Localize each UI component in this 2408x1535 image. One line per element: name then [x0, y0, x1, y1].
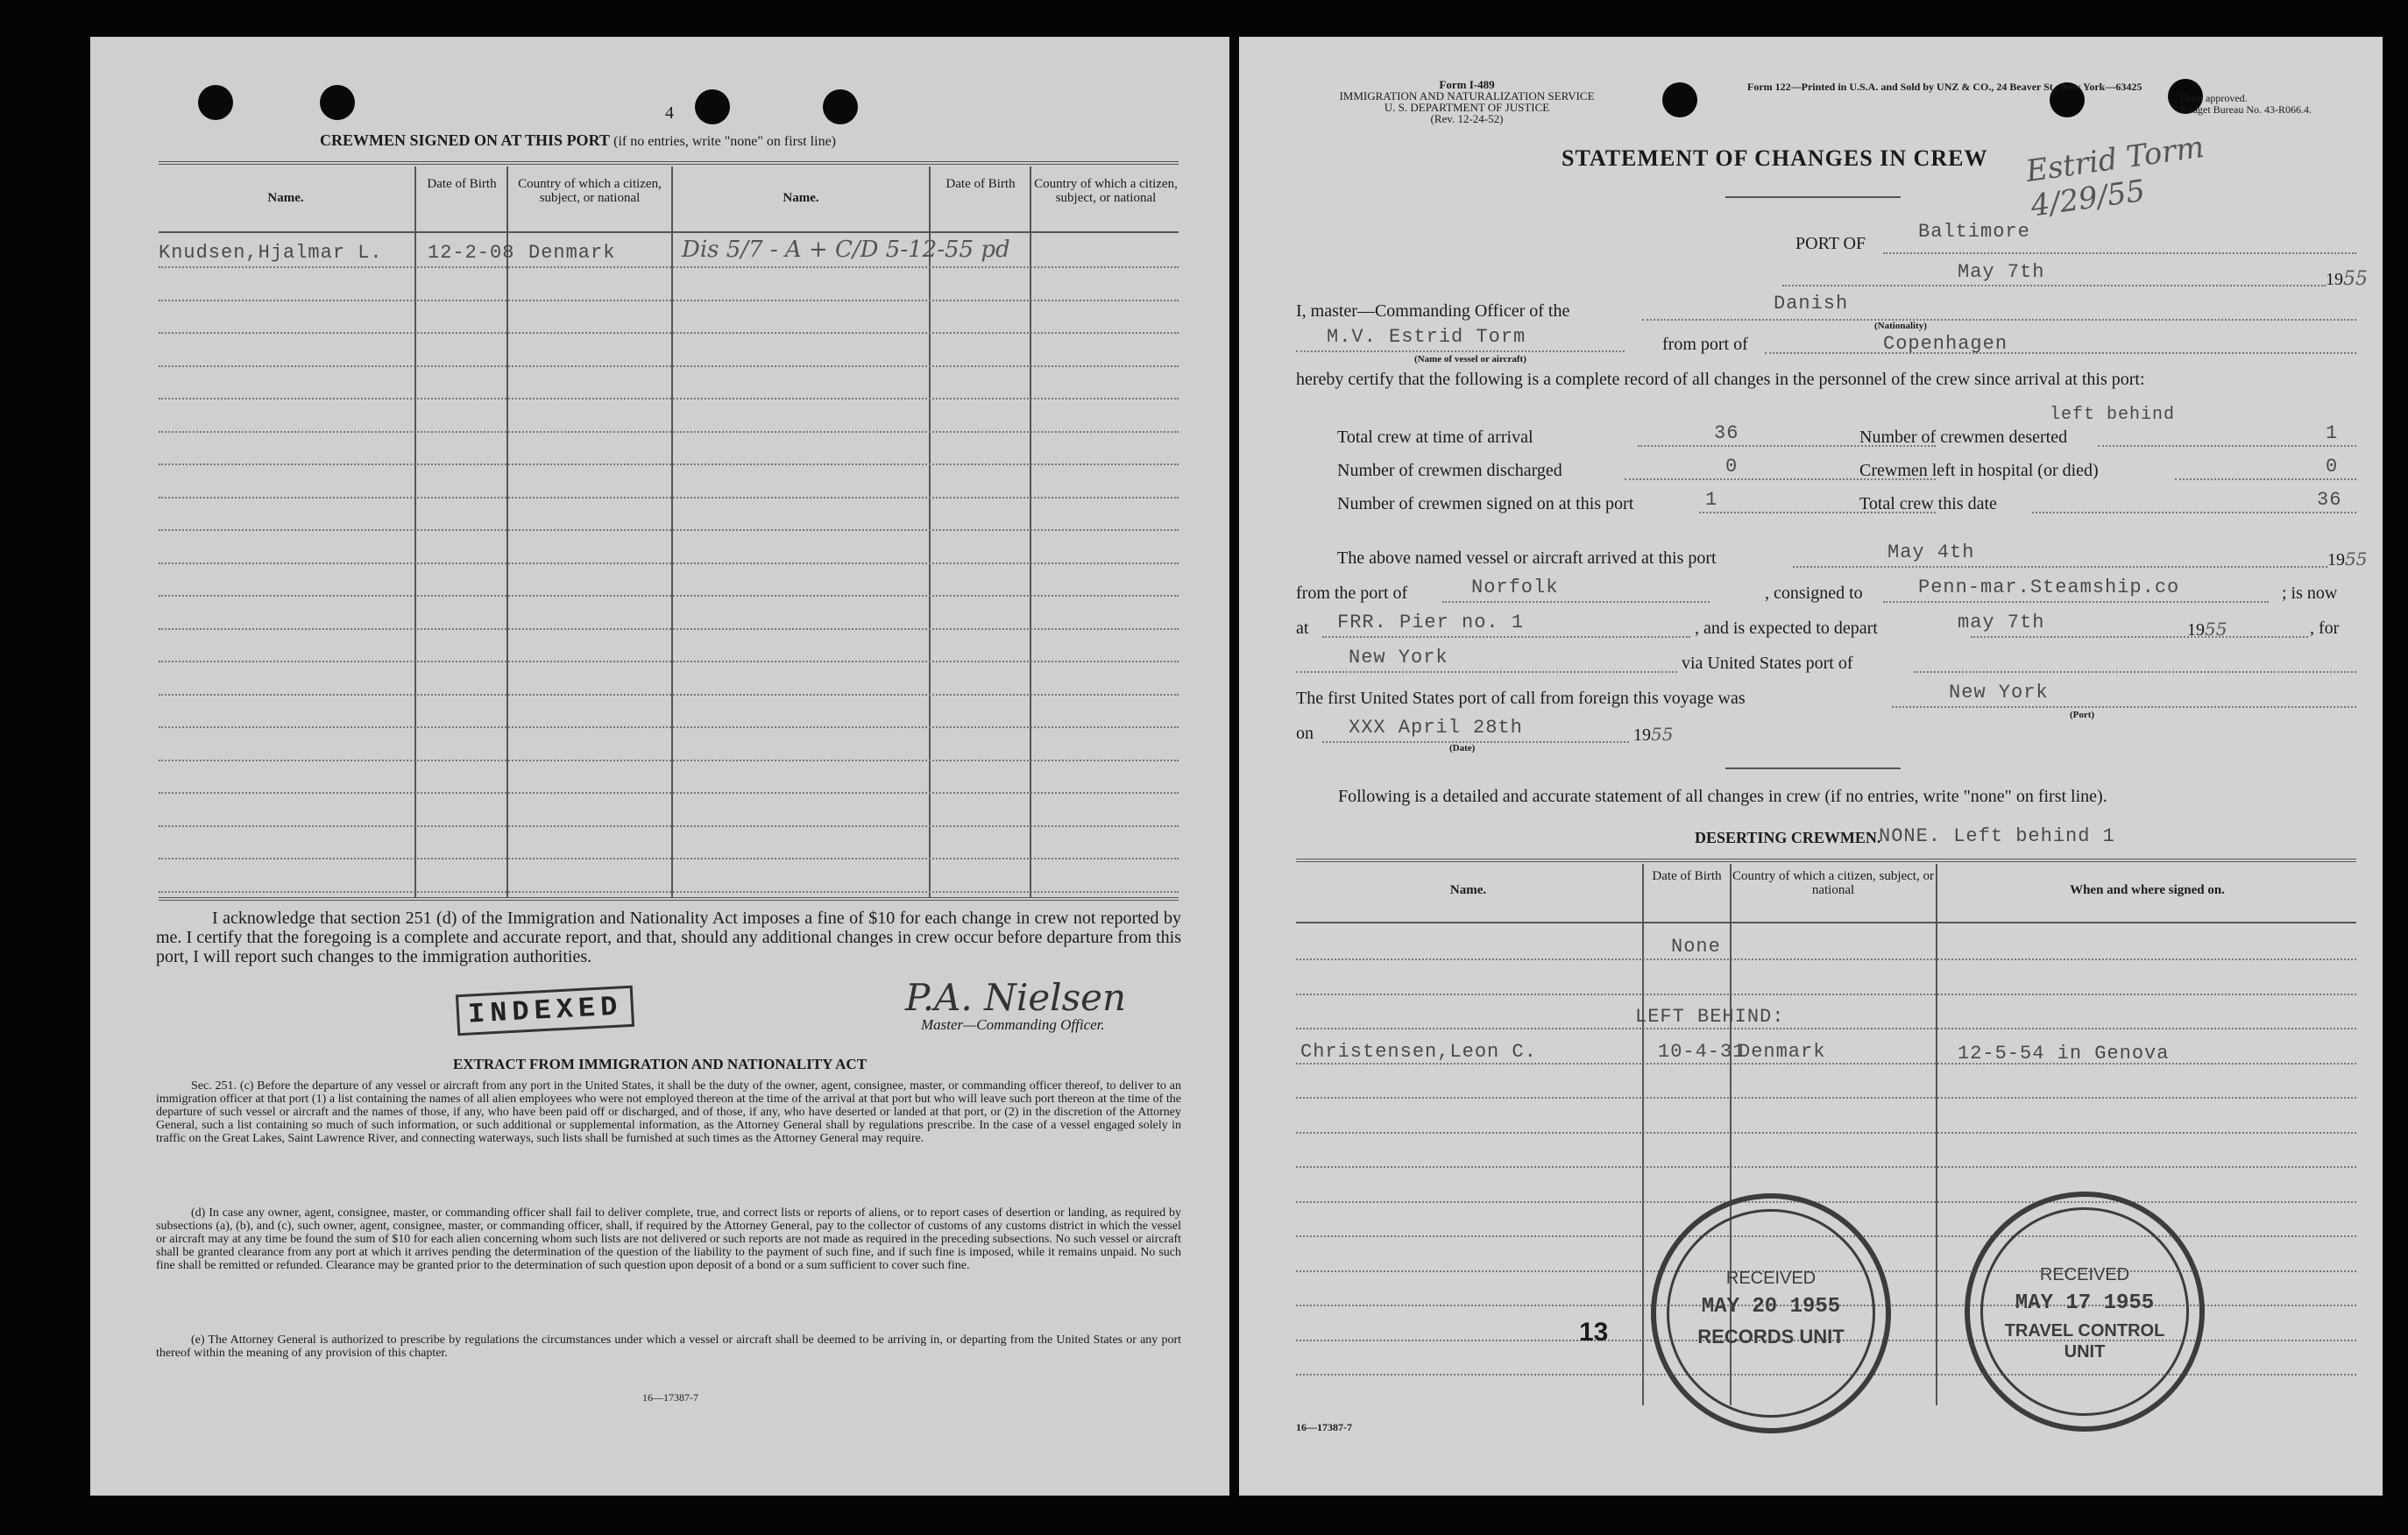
deserting-value: NONE. Left behind 1 — [1879, 825, 2115, 847]
discharged-value: 0 — [1725, 456, 1739, 477]
left-behind-label: LEFT BEHIND: — [1635, 1006, 1785, 1028]
table-header-rule — [159, 231, 1179, 233]
header-name: Name. — [267, 191, 304, 205]
row-rule — [159, 661, 1179, 662]
header-when-where: When and where signed on. — [2070, 883, 2225, 897]
report-date: May 7th — [1958, 261, 2045, 283]
header-dob: Date of Birth — [427, 177, 497, 191]
from-port-value: Copenhagen — [1883, 333, 2008, 355]
vessel-name: M.V. Estrid Torm — [1327, 326, 1526, 348]
title-underline — [1725, 196, 1901, 198]
stamp-unit: TRAVEL CONTROL — [2004, 1321, 2165, 1340]
row-rule — [1296, 1097, 2356, 1099]
deserted-label: Number of crewmen deserted — [1859, 428, 2068, 447]
stamp-date: MAY 20 1955 — [1701, 1295, 1841, 1319]
form-title: STATEMENT OF CHANGES IN CREW — [1562, 145, 1988, 171]
row-rule — [159, 792, 1179, 794]
total-date-label: Total crew this date — [1859, 494, 1997, 513]
discharged-label: Number of crewmen discharged — [1337, 461, 1562, 480]
hospital-label: Crewmen left in hospital (or died) — [1859, 461, 2099, 480]
row-rule — [1296, 1028, 2356, 1029]
vessel-caption: (Name of vessel or aircraft) — [1414, 354, 1526, 364]
at-value: FRR. Pier no. 1 — [1337, 612, 1525, 633]
arrived-year: 1955 — [2327, 548, 2368, 569]
acknowledgment-text: I acknowledge that section 251 (d) of the Immigration and Nationality Act imposes a fine of $10 for each change in crew not reported by me. I certify that the foregoing is a complete and accurate report, and that, should any additional changes in crew occur before departure from this port, I will report such changes to the immigration authorities. — [156, 909, 1181, 966]
total-arrival-value: 36 — [1714, 422, 1739, 444]
signed-on-label: Number of crewmen signed on at this port — [1337, 494, 1634, 513]
nationality-caption: (Nationality) — [1874, 321, 1927, 331]
form-id: Form I-489 — [1439, 78, 1495, 91]
row-rule — [159, 332, 1179, 334]
row-rule — [159, 825, 1179, 827]
row-rule — [159, 595, 1179, 597]
first-port-label: The first United States port of call from foreign this voyage was — [1296, 689, 1746, 708]
header-name: Name. — [1449, 883, 1487, 897]
deserted-line — [2098, 445, 2356, 447]
crewman-discharge-note: Dis 5/7 - A + C/D 5-12-55 pd — [682, 237, 1010, 263]
row-rule — [159, 694, 1179, 696]
at-line — [1322, 636, 1690, 638]
right-form-page — [1239, 37, 2383, 1496]
port-line — [1883, 252, 2356, 254]
table-top-rule — [159, 161, 1179, 165]
at-label: at — [1296, 619, 1309, 638]
form-header — [1239, 79, 1695, 124]
column-divider — [929, 166, 931, 897]
row-rule — [159, 628, 1179, 630]
left-behind-when-where: 12-5-54 in Genova — [1958, 1043, 2170, 1065]
expected-label: , and is expected to depart — [1695, 619, 1878, 638]
deserting-label: DESERTING CREWMEN. — [1695, 829, 1881, 846]
signature-label: Master—Commanding Officer. — [921, 1016, 1105, 1033]
deserted-overwrite: left behind — [2050, 405, 2176, 425]
column-divider — [671, 166, 673, 897]
signed-on-value: 1 — [1705, 489, 1718, 511]
header-name-2: Name. — [783, 191, 819, 205]
row-rule — [159, 300, 1179, 301]
total-date-line — [2032, 512, 2356, 513]
row-rule — [1296, 1166, 2356, 1168]
crewman-country: Denmark — [528, 242, 616, 264]
header-country: Country of which a citizen, subject, or national — [518, 177, 662, 205]
left-behind-dob: 10-4-31 — [1658, 1041, 1746, 1063]
stamp-received: RECEIVED — [2039, 1265, 2130, 1284]
punch-hole — [823, 89, 858, 124]
punch-hole — [198, 85, 233, 120]
header-country: Country of which a citizen, subject, or national — [1732, 869, 1934, 897]
port-caption: (Port) — [2070, 710, 2095, 720]
port-label: PORT OF — [1795, 234, 1866, 253]
for-line — [1296, 671, 1677, 673]
consigned-line — [1883, 601, 2269, 603]
following-text: Following is a detailed and accurate statement of all changes in crew (if no entries, write "none" on first line). — [1338, 787, 2107, 806]
nationality-value: Danish — [1774, 293, 1849, 315]
on-year: 1955 — [1633, 724, 1674, 745]
on-line — [1322, 741, 1629, 743]
none-entry: None — [1671, 936, 1721, 958]
via-line — [1914, 671, 2356, 673]
total-arrival-label: Total crew at time of arrival — [1337, 428, 1533, 447]
table-header-rule — [1296, 922, 2356, 923]
stamp-date: MAY 17 1955 — [2015, 1291, 2155, 1315]
date-caption: (Date) — [1449, 743, 1476, 753]
from-line — [1442, 601, 1710, 603]
column-divider — [506, 166, 508, 897]
row-rule — [159, 891, 1179, 893]
revision-date: (Rev. 12-24-52) — [1430, 112, 1504, 125]
row-rule — [159, 365, 1179, 367]
report-year: 1955 — [2326, 268, 2368, 290]
from-value: Norfolk — [1471, 577, 1559, 598]
footer-code: 16—17387-7 — [642, 1391, 698, 1404]
on-value: XXX April 28th — [1349, 717, 1523, 739]
budget-bureau-number: Budget Bureau No. 43-R066.4. — [2180, 103, 2312, 116]
column-divider — [1642, 864, 1644, 1405]
separator-rule — [1725, 768, 1901, 769]
left-behind-name: Christensen,Leon C. — [1300, 1041, 1537, 1063]
from-port-label: from port of — [1662, 335, 1748, 354]
travel-control-stamp — [1965, 1192, 2205, 1432]
hospital-value: 0 — [2326, 456, 2339, 477]
punch-hole — [320, 85, 355, 120]
first-port-value: New York — [1949, 682, 2049, 704]
indexed-stamp: INDEXED — [456, 986, 635, 1036]
row-rule — [159, 463, 1179, 465]
for-value: New York — [1349, 647, 1448, 668]
total-date-value: 36 — [2317, 489, 2342, 511]
table-bottom-rule — [159, 897, 1179, 901]
arrived-label: The above named vessel or aircraft arrived at this port — [1337, 548, 1717, 568]
first-port-line — [1892, 706, 2356, 708]
agency-name: IMMIGRATION AND NATURALIZATION SERVICE — [1339, 89, 1595, 103]
from-port-line — [1765, 352, 2356, 354]
row-rule — [159, 266, 1179, 268]
deserted-value: 1 — [2326, 422, 2339, 444]
depart-line — [1971, 636, 2308, 638]
stamp-received: RECEIVED — [1725, 1269, 1817, 1288]
punch-hole — [695, 89, 730, 124]
row-rule — [159, 760, 1179, 761]
page-mark: 13 — [1579, 1318, 1609, 1347]
now-label: ; is now — [2282, 584, 2338, 603]
column-divider — [1936, 864, 1937, 1405]
header-dob: Date of Birth — [1652, 869, 1722, 883]
header-country-2: Country of which a citizen, subject, or national — [1034, 177, 1178, 205]
vessel-line — [1296, 350, 1625, 352]
row-rule — [1296, 958, 2356, 960]
crewman-name: Knudsen,Hjalmar L. — [159, 242, 383, 264]
row-rule — [1296, 1132, 2356, 1134]
master-signature: P.A. Nielsen — [905, 976, 1127, 1019]
consigned-label: , consigned to — [1765, 584, 1863, 603]
nationality-line — [1642, 319, 2356, 321]
records-unit-stamp — [1651, 1193, 1891, 1433]
hospital-line — [2175, 478, 2356, 480]
row-rule — [159, 726, 1179, 728]
footer-code: 16—17387-7 — [1296, 1421, 1352, 1433]
from-label: from the port of — [1296, 584, 1408, 603]
row-rule — [159, 431, 1179, 433]
row-rule — [159, 398, 1179, 400]
arrived-line — [1793, 566, 2327, 568]
approval-text: Form approved. — [2180, 92, 2248, 104]
row-rule — [159, 562, 1179, 564]
consigned-value: Penn-mar.Steamship.co — [1918, 577, 2180, 598]
port-value: Baltimore — [1918, 221, 2030, 243]
row-rule — [159, 858, 1179, 859]
section-251-d: (d) In case any owner, agent, consignee, master, or commanding officer shall fail to deliver complete, true, and correct lists or reports of aliens, or to report cases of desertion or landing, as required by subsections (a), (b), and (c), such owner, agent, consignee, master, or commanding officer, shall, if required by the Attorney General, pay to the collector of customs of any customs district in which the vessel or aircraft may at any time be found the sum of $10 for each alien concerning whom such lists are not delivered or such reports are not made as required in the preceding subsections. No such vessel or aircraft shall be granted clearance from any port at which it arrives pending the determination of the question of the liability to the payment of such fine, and if such fine is imposed, while it remains unpaid. No such fine shall be remitted or refunded. Clearance may be granted prior to the determination of such question upon deposit of a bond or a sum sufficient to cover such fine. — [156, 1206, 1181, 1272]
approval-block — [2180, 93, 2312, 116]
stamp-unit-2: UNIT — [2064, 1342, 2106, 1362]
section-title: CREWMEN SIGNED ON AT THIS PORT (if no entries, write "none" on first line) — [320, 131, 836, 149]
table-top-rule — [1296, 859, 2356, 862]
via-label: via United States port of — [1682, 654, 1853, 673]
printer-line: Form 122—Printed in U.S.A. and Sold by UNZ & CO., 24 Beaver St., New York—63425 — [1747, 81, 2142, 93]
depart-value: may 7th — [1958, 612, 2045, 633]
date-line — [1782, 285, 2326, 286]
handwritten-vessel-note: Estrid Torm 4/29/55 — [2023, 129, 2206, 224]
left-behind-country: Denmark — [1739, 1041, 1826, 1063]
section-251-e: (e) The Attorney General is authorized to prescribe by regulations the circumstances under which a vessel or aircraft shall be deemed to be arriving in, or departing from the United States or any port thereof within the meaning of any provision of this chapter. — [156, 1333, 1181, 1360]
row-rule — [1296, 1063, 2356, 1065]
column-divider — [1030, 166, 1031, 897]
left-form-page — [90, 37, 1229, 1496]
row-rule — [1296, 994, 2356, 995]
on-label: on — [1296, 724, 1314, 743]
page-number: 4 — [665, 103, 674, 123]
for-label: , for — [2310, 619, 2340, 638]
extract-title: EXTRACT FROM IMMIGRATION AND NATIONALITY ACT — [452, 1056, 868, 1072]
section-251-c: Sec. 251. (c) Before the departure of any vessel or aircraft from any port in the United States, it shall be the duty of the owner, agent, consignee, master, or commanding officer thereof, to deliver to an immigration officer at that port (1) a list containing the names of all alien employees who were not employed thereon at the time of the arrival at that port but who will leave such port thereon at the time of the departure of such vessel or aircraft and the names of those, if any, who have been paid off or discharged, and of those, if any, who have deserted or landed at that port, or (2) in the discretion of the Attorney General, such a list containing so much of such information, or such additional or supplemental information, as the Attorney General shall by regulations prescribe. In the case of a vessel engaged solely in traffic on the Great Lakes, Saint Lawrence River, and connecting waterways, such lists shall be furnished at such times as the Attorney General may require. — [156, 1079, 1181, 1145]
row-rule — [1296, 1201, 2356, 1203]
crewman-dob: 12-2-08 — [428, 242, 515, 264]
row-rule — [159, 529, 1179, 531]
column-divider — [414, 166, 416, 897]
department-name: U. S. DEPARTMENT OF JUSTICE — [1384, 101, 1550, 114]
row-rule — [159, 497, 1179, 499]
stamp-unit: RECORDS UNIT — [1697, 1326, 1845, 1348]
depart-year: 1955 — [2187, 619, 2227, 640]
certify-text: hereby certify that the following is a complete record of all changes in the personnel of the crew since arrival at this port: — [1296, 370, 2145, 389]
arrived-value: May 4th — [1887, 541, 1975, 563]
master-label: I, master—Commanding Officer of the — [1296, 301, 1570, 321]
header-dob-2: Date of Birth — [945, 177, 1016, 191]
